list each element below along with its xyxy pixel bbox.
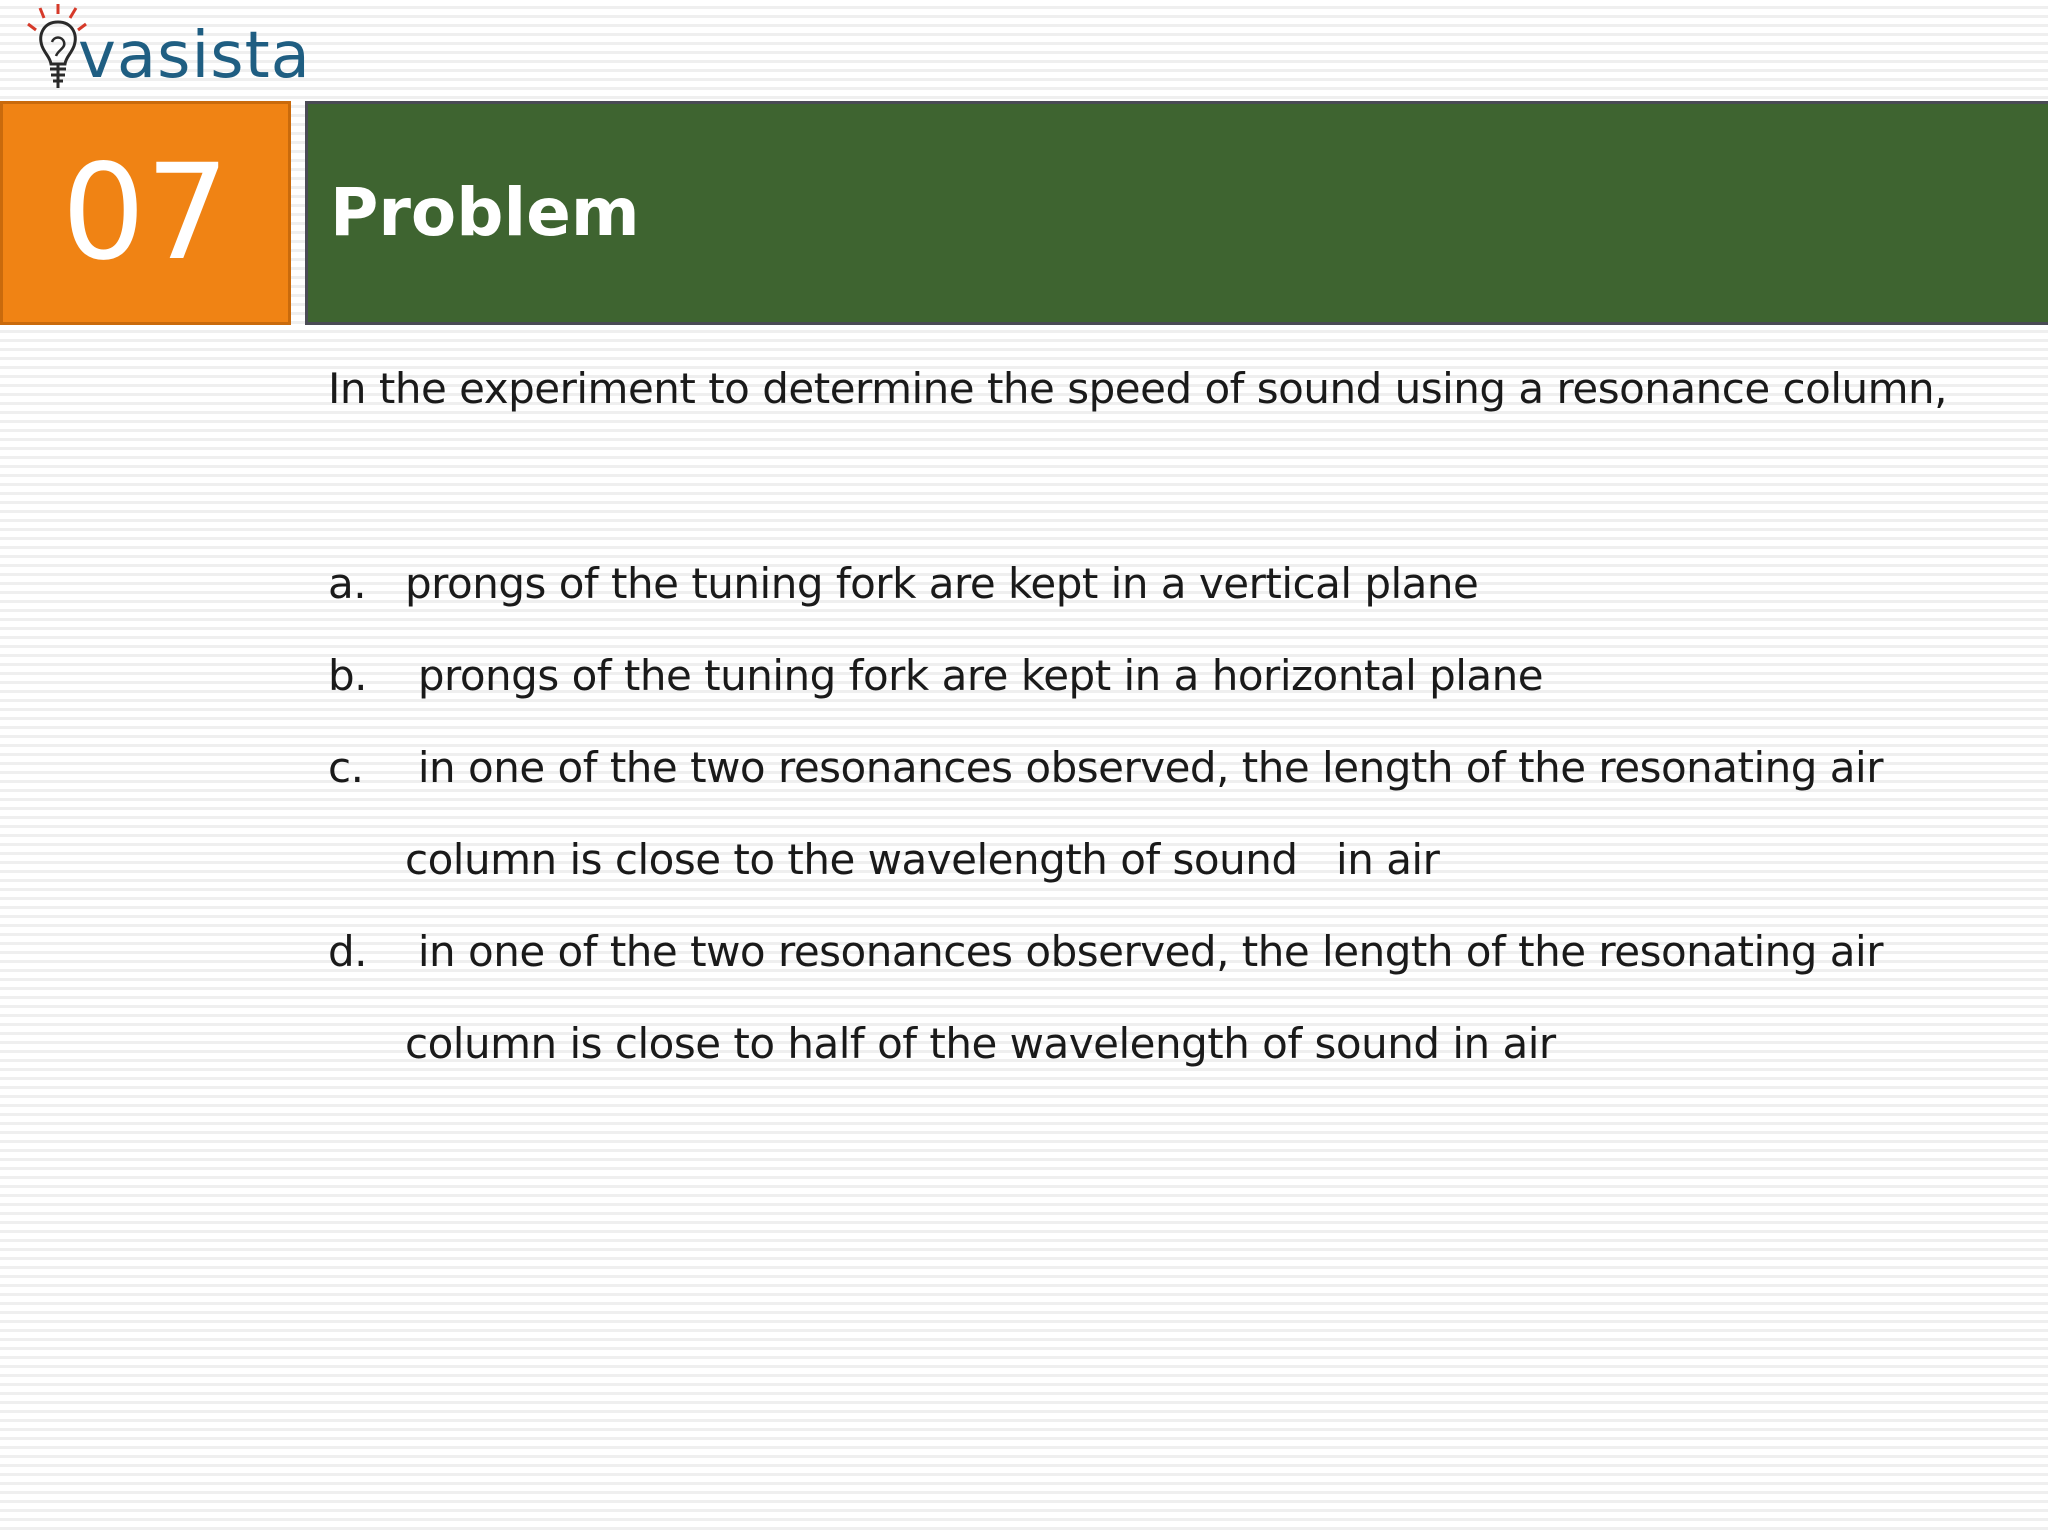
option-text: in one of the two resonances observed, the length of the resonating air column is close to the wavelength of sound in air [405,743,1896,884]
option-c [328,722,2018,906]
option-text: prongs of the tuning fork are kept in a vertical plane [405,559,1479,608]
question-content [328,354,2018,1090]
option-a [328,538,2018,630]
option-b [328,630,2018,722]
option-letter: b. [328,651,368,700]
option-text: in one of the two resonances observed, the length of the resonating air column is close to half of the wavelength of sound in air [405,927,1896,1068]
question-intro: In the experiment to determine the speed of sound using a resonance column, [328,364,1947,413]
option-letter: d. [328,927,368,976]
slide-number-box [0,101,291,325]
page-title: Problem [330,174,640,251]
logo-text: vasista [78,19,311,93]
title-bar [305,101,2048,325]
option-letter: a. [328,559,367,608]
slide-number: 07 [61,136,230,290]
logo [20,2,311,94]
options-list [328,538,2018,1090]
option-d [328,906,2018,1090]
option-text: prongs of the tuning fork are kept in a horizontal plane [405,651,1544,700]
option-letter: c. [328,743,364,792]
